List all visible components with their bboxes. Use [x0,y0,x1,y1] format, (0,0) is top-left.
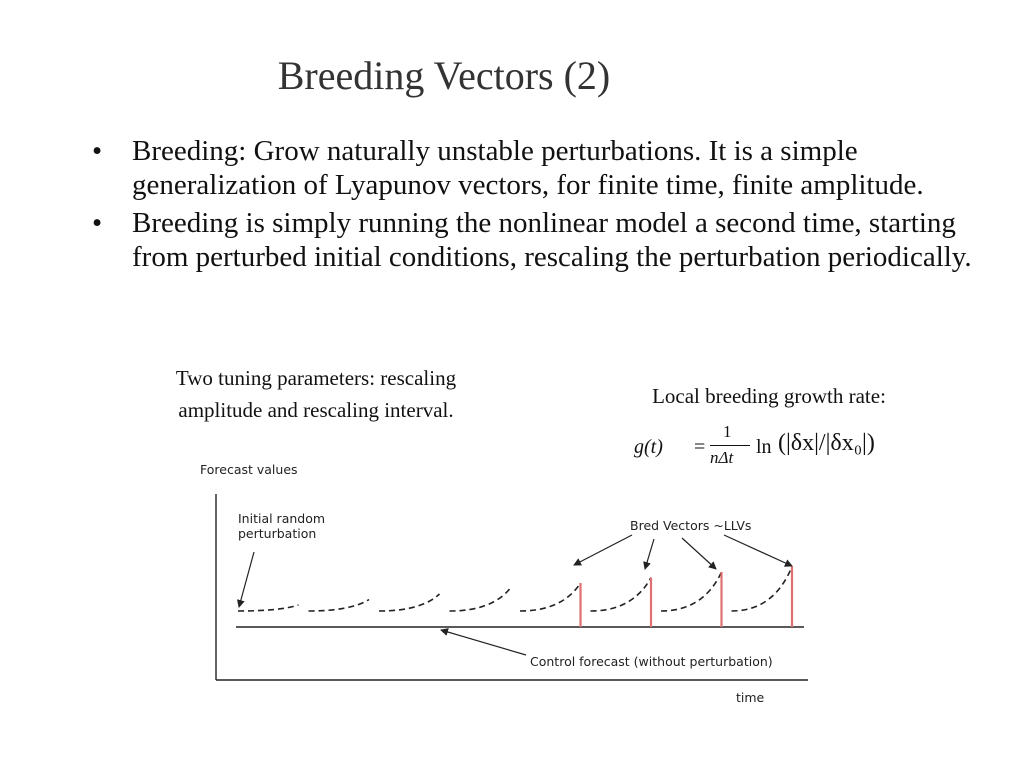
bred-vector-arrow [724,535,792,566]
bred-vector-arrow [574,535,632,565]
bullet-item [92,206,1002,274]
bred-vector-arrow [682,538,716,569]
bullet-text-breeding: Breeding: Grow naturally unstable perturbations. It is a simple generalization of Lyapunov vectors, for finite time, finite amplitude. [132,135,924,201]
tuning-caption-line: Two tuning parameters: rescaling [175,366,457,390]
tuning-parameters-caption [118,362,514,426]
perturbed-forecast-segment [661,572,722,611]
growth-rate-caption: Local breeding growth rate: [652,384,886,408]
perturbed-forecast-segment [379,594,440,611]
breeding-diagram [196,454,826,714]
formula-equals: = [694,436,706,458]
perturbed-forecast-segment [309,600,370,612]
bred-vectors-label: Bred Vectors ~LLVs [630,518,752,533]
bullet-item [92,134,1002,202]
bullet-marker: • [92,207,103,239]
formula-fraction-bar [710,445,750,446]
perturbed-forecast-segment [520,583,581,611]
slide-title: Breeding Vectors (2) [277,53,611,98]
bullet-list [92,134,1002,278]
control-forecast-arrow [441,630,526,655]
initial-perturbation-arrow [239,552,254,607]
x-axis-label: time [736,690,765,705]
y-axis-label: Forecast values [200,462,298,477]
perturbed-forecast-segment [732,567,793,612]
formula-numerator: 1 [723,422,732,441]
formula-lhs: g(t) [634,436,663,458]
formula-denominator: nΔt [710,448,734,467]
initial-perturbation-label: Initial random [238,511,326,526]
bullet-text-nonlinear: Breeding is simply running the nonlinear model a second time, starting from perturbed initial conditions, rescaling the perturbation periodically. [132,207,972,273]
formula-argument: (|δx|/|δx₀|) [778,430,875,456]
bred-vector-markers [581,567,793,628]
control-forecast-label: Control forecast (without perturbation) [530,654,773,669]
formula-ln: ln [756,436,772,458]
perturbed-forecast-segment [591,578,652,612]
initial-perturbation-label: perturbation [238,526,317,541]
bred-vector-arrow [645,539,654,569]
perturbed-forecast-curves [238,567,792,612]
tuning-caption-line: amplitude and rescaling interval. [178,398,454,422]
bullet-marker: • [92,135,103,167]
breeding-diagram-svg [196,454,826,714]
perturbed-forecast-segment [450,589,511,612]
perturbed-forecast-segment [238,605,299,611]
